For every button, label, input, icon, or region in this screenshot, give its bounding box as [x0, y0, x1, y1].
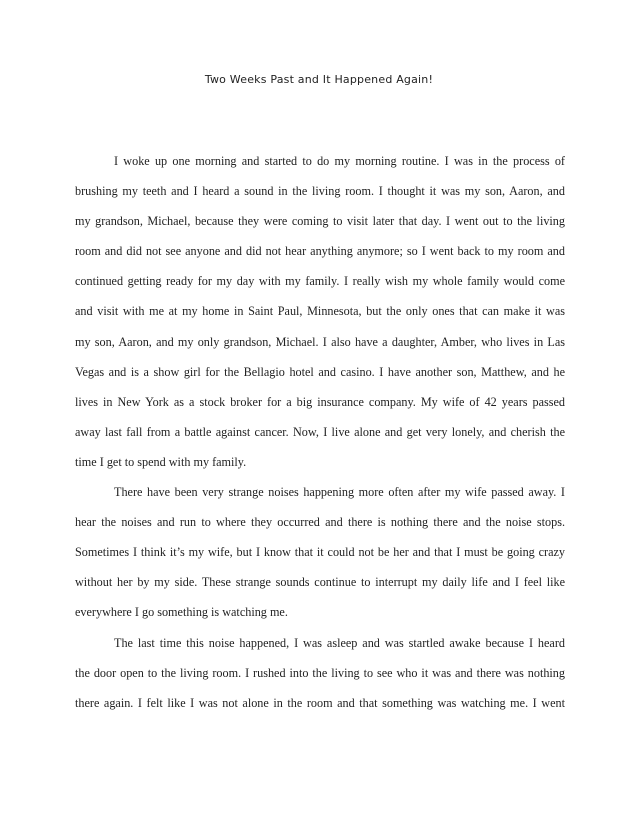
text-line: away last fall from a battle against cancer. Now, I live alone and get very lonely, and cherish the [75, 424, 565, 439]
text-line: Vegas and is a show girl for the Bellagio hotel and casino. I have another son, Matthew, and he [75, 364, 565, 379]
text-line: There have been very strange noises happening more often after my wife passed away. I [114, 485, 565, 500]
text-line: my son, Aaron, and my only grandson, Michael. I also have a daughter, Amber, who lives in Las [75, 334, 565, 349]
text-line: room and did not see anyone and did not hear anything anymore; so I went back to my room and [75, 244, 565, 259]
text-line: lives in New York as a stock broker for a big insurance company. My wife of 42 years passed [75, 394, 565, 409]
paragraph-3 [75, 628, 565, 718]
text-line: the door open to the living room. I rushed into the living to see who it was and there was nothing [75, 665, 565, 680]
text-line: everywhere I go something is watching me. [75, 605, 288, 620]
text-line: brushing my teeth and I heard a sound in the living room. I thought it was my son, Aaron, and [75, 184, 565, 199]
text-line: and visit with me at my home in Saint Paul, Minnesota, but the only ones that can make it was [75, 304, 565, 319]
text-line: there again. I felt like I was not alone in the room and that something was watching me. I went [75, 695, 565, 710]
text-line: continued getting ready for my day with my family. I really wish my whole family would come [75, 274, 565, 289]
text-line: my grandson, Michael, because they were coming to visit later that day. I went out to the living [75, 214, 565, 229]
paragraph-2 [75, 477, 565, 627]
text-line: The last time this noise happened, I was asleep and was startled awake because I heard [114, 635, 565, 650]
text-line: without her by my side. These strange sounds continue to interrupt my daily life and I feel like [75, 575, 565, 590]
text-line: hear the noises and run to where they occurred and there is nothing there and the noise stops. [75, 515, 565, 530]
document-body [75, 146, 565, 718]
document-title: Two Weeks Past and It Happened Again! [204, 73, 434, 86]
text-line: time I get to spend with my family. [75, 454, 247, 469]
text-line: Sometimes I think it’s my wife, but I know that it could not be her and that I must be going crazy [75, 545, 565, 560]
text-line: I woke up one morning and started to do my morning routine. I was in the process of [114, 154, 565, 168]
paragraph-1 [75, 146, 565, 477]
